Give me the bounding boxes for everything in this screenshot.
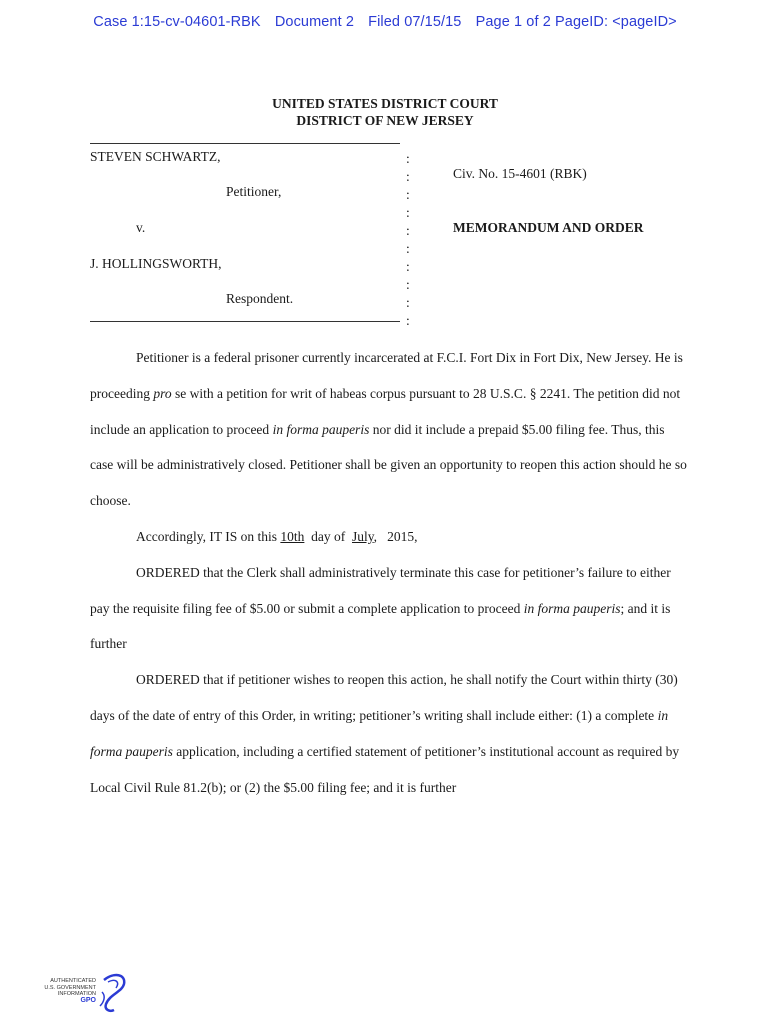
memorandum-body xyxy=(90,340,690,805)
caption-colon-divider: : : : : : : : : : : xyxy=(406,151,410,328)
order-day: 10th xyxy=(280,528,305,544)
civil-number: Civ. No. 15-4601 (RBK) xyxy=(453,166,587,181)
gpo-logo-text: AUTHENTICATED U.S. GOVERNMENT INFORMATION GPO xyxy=(44,978,96,1004)
versus: v. xyxy=(136,220,146,235)
paragraph-background: Petitioner is a federal prisoner currently incarcerated at F.C.I. Fort Dix in Fort Dix, New Jersey. He is proceeding pro se with a petition for writ of habeas corpus pursuant to 28 U.S.C. § 2241. The petition did not include an application to proceed in forma pauperis nor did it include a prepaid $5.00 filing fee. Thus, this case will be administratively closed. Petitioner shall be given an opportunity to reopen this action should he so choose. xyxy=(90,350,687,509)
document-title: MEMORANDUM AND ORDER xyxy=(453,220,644,235)
respondent-name: J. HOLLINGSWORTH, xyxy=(90,256,222,271)
paragraph-order-date: Accordingly, IT IS on this 10th day of July, 2015, xyxy=(136,528,418,544)
page-info: Page 1 of 2 PageID: <pageID> xyxy=(475,14,677,30)
petitioner-role: Petitioner, xyxy=(226,184,282,199)
caption-rule-bottom xyxy=(90,321,400,322)
case-number: Case 1:15-cv-04601-RBK xyxy=(93,14,261,30)
court-title xyxy=(0,95,770,129)
document-number: Document 2 xyxy=(274,14,355,30)
gpo-eagle-icon xyxy=(44,970,134,1014)
paragraph-order-reopen: ORDERED that if petitioner wishes to reopen this action, he shall notify the Court within thirty (30) days of the date of entry of this Order, in writing; petitioner’s writing shall include either: (1) a complete in forma pauperis application, including a certified statement of petitioner’s institutional account as required by Local Civil Rule 81.2(b); or (2) the $5.00 filing fee; and it is further xyxy=(90,672,680,795)
court-name: UNITED STATES DISTRICT COURT xyxy=(272,96,498,111)
court-district: DISTRICT OF NEW JERSEY xyxy=(296,113,474,128)
paragraph-order-terminate: ORDERED that the Clerk shall administratively terminate this case for petitioner’s failure to either pay the requisite filing fee of $5.00 or submit a complete application to proceed in forma pauperis; and it is further xyxy=(90,564,671,652)
filed-date: Filed 07/15/15 xyxy=(368,14,462,30)
petitioner-name: STEVEN SCHWARTZ, xyxy=(90,149,221,164)
respondent-role: Respondent. xyxy=(226,291,294,306)
filing-stamp xyxy=(0,14,770,30)
order-month: July xyxy=(352,528,374,544)
caption-rule-top xyxy=(90,143,400,144)
